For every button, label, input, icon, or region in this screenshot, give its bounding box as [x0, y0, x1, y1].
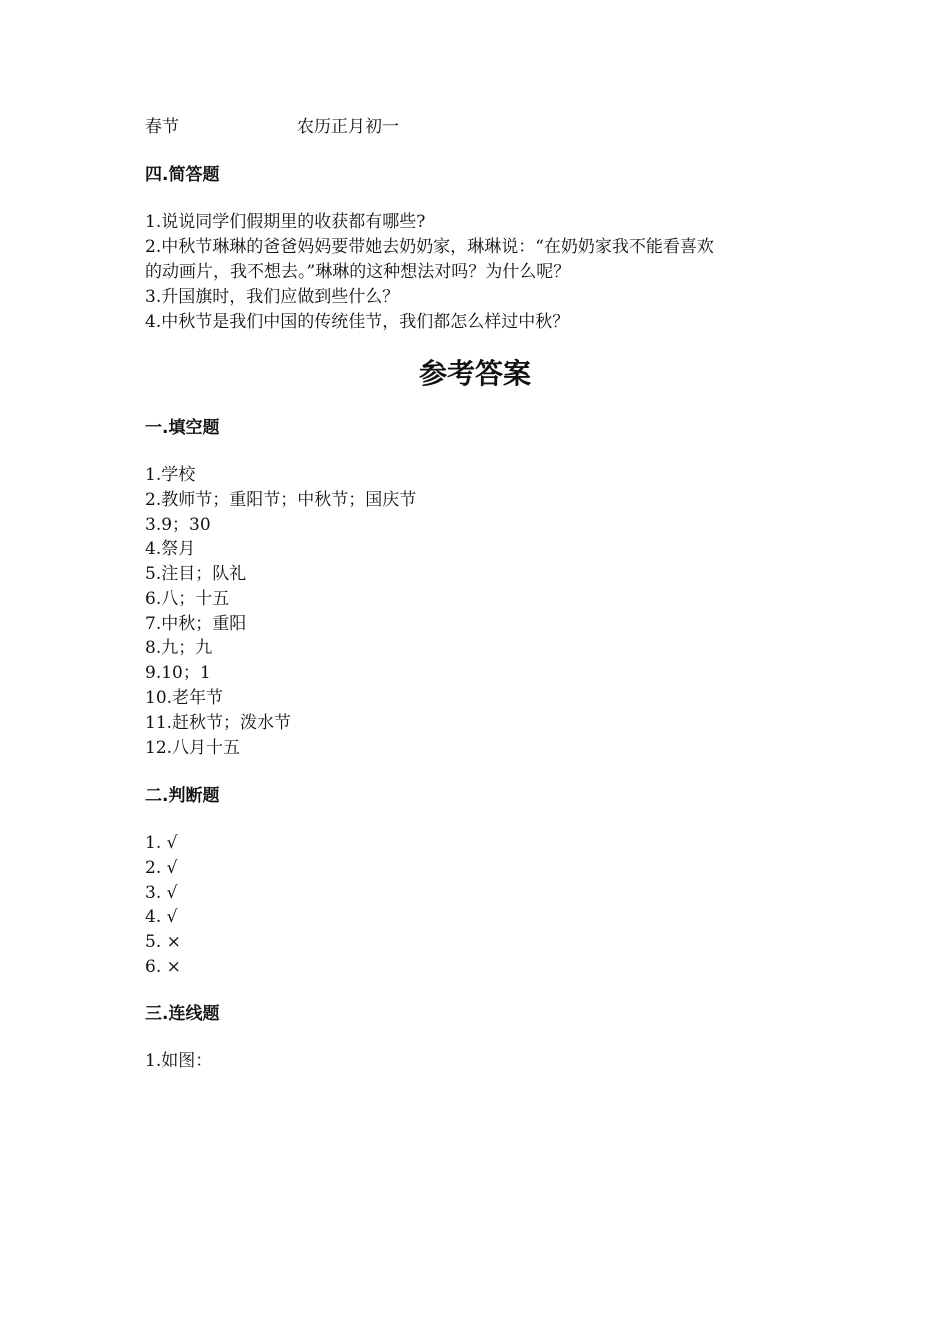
fill-in-answer: 1.学校 [145, 465, 196, 485]
fill-in-heading: 一.填空题 [145, 418, 220, 438]
fill-in-answer: 9.10；1 [145, 663, 211, 683]
fill-in-answer: 2.教师节；重阳节；中秋节；国庆节 [145, 490, 417, 510]
true-false-answer: 3. √ [145, 883, 178, 903]
fill-in-answer: 5.注目；队礼 [145, 564, 247, 584]
short-answer-line: 4.中秋节是我们中国的传统佳节，我们都怎么样过中秋？ [145, 312, 570, 332]
fill-in-answer: 12.八月十五 [145, 738, 241, 758]
fill-in-answer: 6.八；十五 [145, 589, 230, 609]
fill-in-answer: 10.老年节 [145, 688, 224, 708]
fill-in-answer: 11.赶秋节；泼水节 [145, 713, 292, 733]
short-answer-line: 3.升国旗时，我们应做到些什么？ [145, 287, 400, 307]
fill-in-answer: 7.中秋；重阳 [145, 614, 247, 634]
matching-heading: 三.连线题 [145, 1004, 220, 1024]
fill-in-answer: 4.祭月 [145, 539, 196, 559]
short-answer-heading: 四.简答题 [145, 165, 220, 185]
true-false-answer: 4. √ [145, 907, 178, 927]
matching-row [145, 115, 399, 140]
fill-in-answer: 8.九；九 [145, 638, 213, 658]
matching-left-term: 春节 [145, 117, 179, 137]
fill-in-answer: 3.9；30 [145, 515, 211, 535]
matching-right-term: 农历正月初一 [297, 117, 399, 137]
matching-answer: 1.如图： [145, 1051, 213, 1071]
true-false-answer: 6. × [145, 957, 181, 977]
true-false-heading: 二.判断题 [145, 786, 220, 806]
answer-key-title: 参考答案 [418, 357, 531, 390]
short-answer-line: 2.中秋节琳琳的爸爸妈妈要带她去奶奶家，琳琳说：“在奶奶家我不能看喜欢 [145, 237, 714, 257]
short-answer-line: 1.说说同学们假期里的收获都有哪些? [145, 212, 426, 232]
true-false-answer: 1. √ [145, 833, 178, 853]
short-answer-line: 的动画片，我不想去。”琳琳的这种想法对吗？为什么呢？ [145, 262, 571, 282]
true-false-answer: 2. √ [145, 858, 178, 878]
true-false-answer: 5. × [145, 932, 181, 952]
